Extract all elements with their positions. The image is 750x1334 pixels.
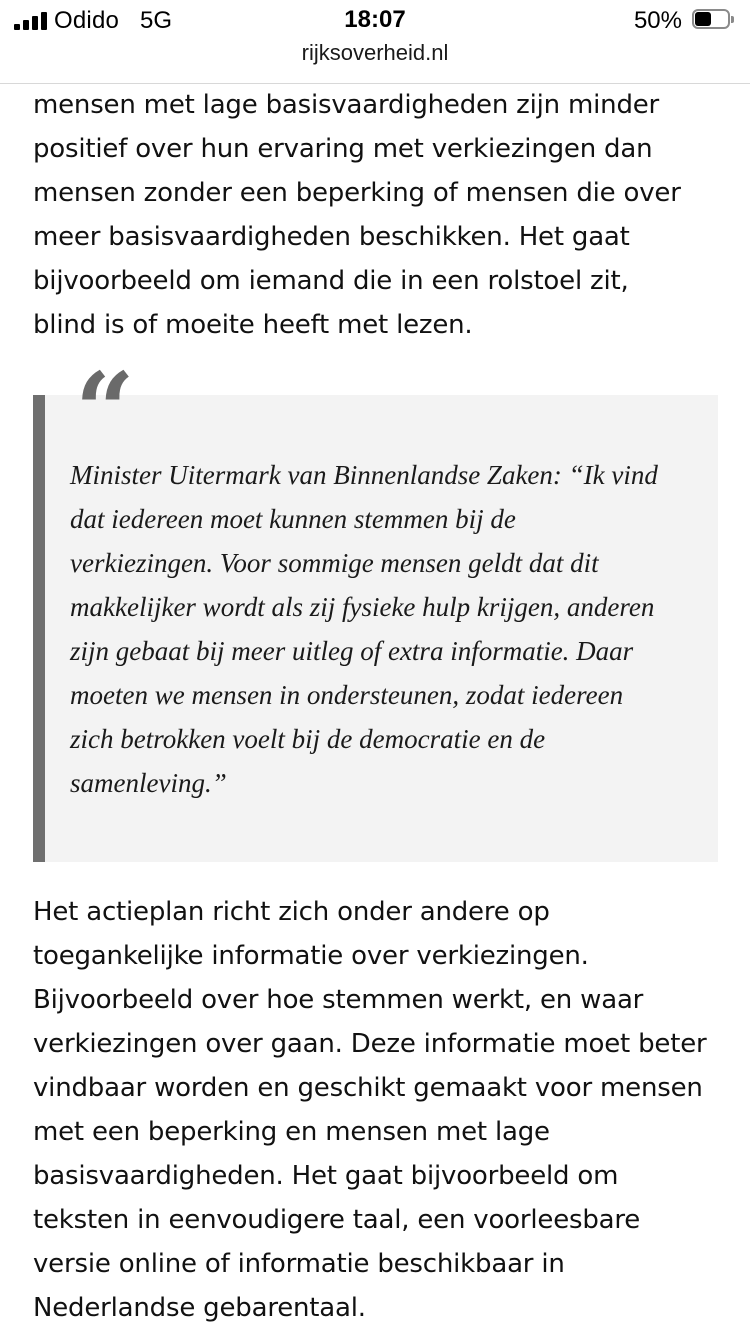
quote-block [33, 349, 718, 862]
address-bar-url[interactable]: rijksoverheid.nl [301, 40, 449, 65]
network-type: 5G [140, 7, 173, 34]
article-paragraph: Het actieplan richt zich onder andere op toegankelijke informatie over verkiezingen. Bijvoorbeeld over hoe stemmen werkt, en waar verkiezingen over gaan. Deze informatie moet beter vindbaar worden en geschikt gemaakt voor mensen met een beperking en mensen met lage basisvaardigheden. Het gaat bijvoorbeeld om teksten in eenvoudigere taal, een voorleesbare versie online of informatie beschikbaar in Nederlandse gebarentaal. [33, 897, 707, 1323]
top-bar [0, 0, 750, 84]
article-paragraph: mensen met lage basisvaardigheden zijn minder positief over hun ervaring met verkiezingen dan mensen zonder een beperking of mensen die over meer basisvaardigheden beschikken. Het gaat bijvoorbeeld om iemand die in een rolstoel zit, blind is of moeite heeft met lezen. [33, 90, 681, 340]
status-bar [0, 0, 750, 42]
status-time: 18:07 [344, 6, 406, 33]
battery-percentage: 50% [633, 7, 682, 34]
quote-border [33, 395, 45, 862]
quote-mark-icon: “ [75, 349, 135, 472]
battery-icon [692, 9, 736, 31]
carrier-name: Odido [54, 7, 120, 34]
article-content[interactable] [0, 83, 750, 1334]
quote-text: Minister Uitermark van Binnenlandse Zaken: “Ik vind dat iedereen moet kunnen stemmen bij de verkiezingen. Voor sommige mensen geldt dat dit makkelijker wordt als zij fysieke hulp krijgen, anderen zijn gebaat bij meer uitleg of extra informatie. Daar moeten we mensen in ondersteunen, zodat iedereen zich betrokken voelt bij de democratie en de samenleving.” [70, 460, 658, 798]
